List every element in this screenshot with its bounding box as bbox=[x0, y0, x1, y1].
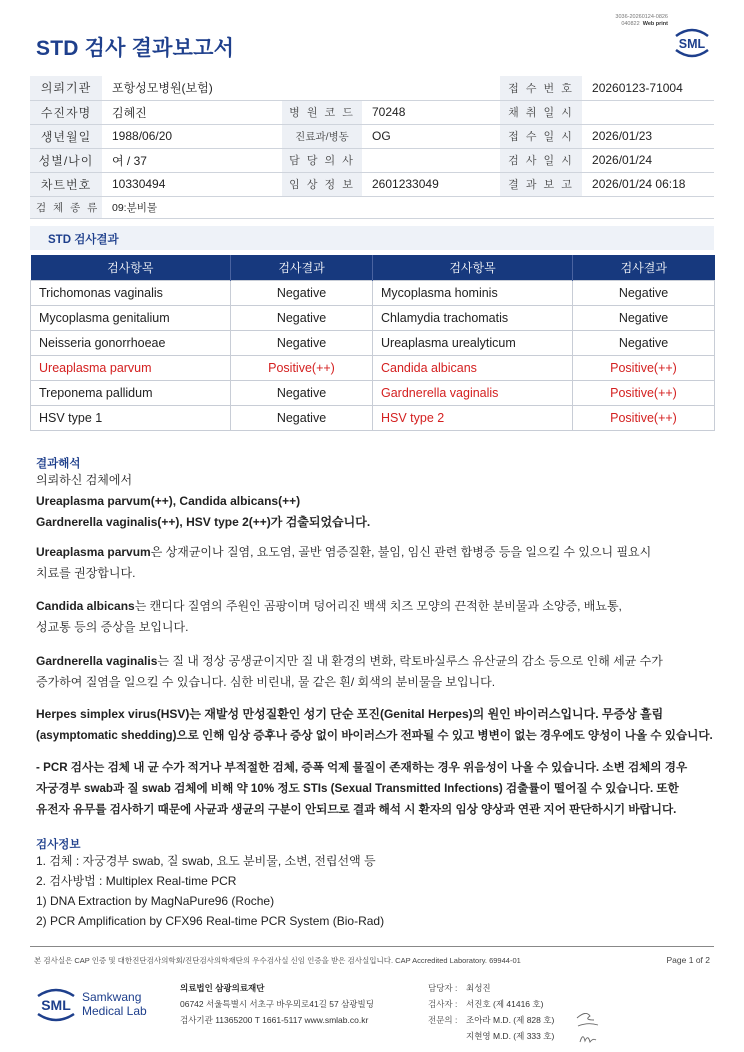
hsv-line-2: (asymptomatic shedding)으로 인해 임상 증후나 증상 없이 바이러스가 전파될 수 있고 병변이 없는 경우에도 양성이 나올 수 있습니다. bbox=[36, 729, 713, 742]
staff-role: 전문의 : bbox=[428, 1015, 458, 1025]
table-row bbox=[31, 380, 715, 405]
ward-code-label: 병 원 코 드 bbox=[282, 100, 362, 124]
receipt-no-value: 20260123-71004 bbox=[582, 76, 714, 100]
sex-age-label: 성별/나이 bbox=[30, 148, 102, 172]
samkwang-logo-mark: SML bbox=[41, 997, 71, 1013]
test-name-positive: HSV type 2 bbox=[373, 405, 573, 430]
test-result-positive: Positive(++) bbox=[573, 355, 715, 380]
test-result: Negative bbox=[231, 305, 373, 330]
results-section-bar bbox=[30, 226, 714, 250]
gardnerella-paragraph bbox=[36, 651, 716, 693]
receipt-no-label: 접 수 번 호 bbox=[500, 76, 582, 100]
staff-name: 서진호 (제 41416 호) bbox=[466, 999, 544, 1009]
samkwang-logo-icon bbox=[36, 984, 166, 1024]
test-info-line: 1. 검체 : 자궁경부 swab, 질 swab, 요도 분비물, 소변, 전립선액 등 bbox=[36, 854, 376, 868]
candida-line-2: 성교통 등의 증상을 보입니다. bbox=[36, 620, 189, 634]
test-result: Negative bbox=[231, 280, 373, 305]
info-row bbox=[30, 196, 714, 218]
candida-paragraph bbox=[36, 596, 716, 638]
interpretation-detected bbox=[36, 470, 716, 533]
results-body bbox=[31, 280, 715, 430]
results-table bbox=[30, 255, 715, 431]
gardnerella-line-2: 증가하여 질염을 일으킬 수 있습니다. 심한 비린내, 물 같은 흰/ 회색의 분비물을 보입니다. bbox=[36, 675, 496, 689]
gardnerella-text: 는 질 내 정상 공생균이지만 질 내 환경의 변화, 락토바실루스 유산균의 감소 등으로 인해 세균 수가 bbox=[157, 654, 663, 668]
report-date-value: 2026/01/24 06:18 bbox=[582, 172, 714, 196]
staff-row bbox=[428, 980, 554, 996]
specimen-label: 검 체 종 류 bbox=[30, 196, 102, 218]
sex-age-value: 여 / 37 bbox=[102, 148, 282, 172]
test-name-positive: Ureaplasma parvum bbox=[31, 355, 231, 380]
request-org-label: 의뢰기관 bbox=[30, 76, 102, 100]
pcr-line-3: 유전자 유무를 검사하기 때문에 사균과 생균의 구분이 안되므로 결과 해석 시 환자의 임상 양상과 연관 지어 판단하시기 바랍니다. bbox=[36, 803, 677, 816]
test-name-positive: Candida albicans bbox=[373, 355, 573, 380]
chart-no-label: 차트번호 bbox=[30, 172, 102, 196]
specimen-value: 09:분비물 bbox=[102, 196, 714, 218]
birth-value: 1988/06/20 bbox=[102, 124, 282, 148]
org-info bbox=[180, 980, 374, 1028]
test-info-line: 2) PCR Amplification by CFX96 Real-time PCR System (Bio-Rad) bbox=[36, 914, 385, 928]
info-row bbox=[30, 76, 714, 100]
test-info-line: 1) DNA Extraction by MagNaPure96 (Roche) bbox=[36, 894, 275, 908]
col-header-item: 검사항목 bbox=[31, 255, 231, 280]
receipt-date-value: 2026/01/23 bbox=[582, 124, 714, 148]
dept-value: OG bbox=[362, 124, 500, 148]
table-row bbox=[31, 405, 715, 430]
ureaplasma-term: Ureaplasma parvum bbox=[36, 545, 151, 559]
ureaplasma-line-2: 치료를 권장합니다. bbox=[36, 566, 136, 580]
web-print-label: Web print bbox=[642, 21, 668, 27]
test-name: Mycoplasma genitalium bbox=[31, 305, 231, 330]
samkwang-logo-name-2: Medical Lab bbox=[82, 1004, 147, 1018]
staff-name: 지현영 M.D. (제 333 호) bbox=[466, 1031, 555, 1041]
info-row bbox=[30, 172, 714, 196]
report-date-label: 결 과 보 고 bbox=[500, 172, 582, 196]
test-result-positive: Positive(++) bbox=[573, 380, 715, 405]
page-number: Page 1 of 2 bbox=[666, 955, 710, 965]
org-contact: 검사기관 11365200 T 1661-5117 www.smlab.co.kr bbox=[180, 1015, 369, 1025]
test-name: Ureaplasma urealyticum bbox=[373, 330, 573, 355]
ward-code-value: 70248 bbox=[362, 100, 500, 124]
test-name-positive: Gardnerella vaginalis bbox=[373, 380, 573, 405]
ureaplasma-paragraph bbox=[36, 542, 716, 584]
dept-label: 진료과/병동 bbox=[282, 124, 362, 148]
detected-line-1: Ureaplasma parvum(++), Candida albicans(++) bbox=[36, 494, 301, 508]
staff-role: 검사자 : bbox=[428, 999, 458, 1009]
test-result: Negative bbox=[573, 280, 715, 305]
cap-notice: 본 검사실은 CAP 인증 및 대한진단검사의학회/진단검사의학재단의 우수검사실 신임 인증을 받은 검사실입니다. CAP Accredited Laboratory. 69944-01 bbox=[34, 956, 521, 965]
test-name: Trichomonas vaginalis bbox=[31, 280, 231, 305]
document-code-line-2 bbox=[560, 21, 668, 28]
test-info-heading: 검사정보 bbox=[36, 839, 81, 851]
staff-row bbox=[428, 1012, 554, 1028]
gardnerella-term: Gardnerella vaginalis bbox=[36, 654, 158, 668]
test-name: HSV type 1 bbox=[31, 405, 231, 430]
document-code-number: 040822 bbox=[621, 21, 640, 27]
document-code-line-1: 3036-20260124-0826 bbox=[615, 14, 668, 20]
test-result: Negative bbox=[573, 305, 715, 330]
pcr-paragraph bbox=[36, 757, 716, 820]
candida-term: Candida albicans bbox=[36, 599, 135, 613]
samkwang-logo bbox=[36, 984, 166, 1029]
gardnerella-line-1 bbox=[36, 651, 716, 672]
interpretation-heading: 결과해석 bbox=[36, 458, 81, 470]
clinical-value: 2601233049 bbox=[362, 172, 500, 196]
test-result: Negative bbox=[231, 405, 373, 430]
test-info-line: 2. 검사방법 : Multiplex Real-time PCR bbox=[36, 874, 237, 888]
test-result: Negative bbox=[231, 380, 373, 405]
table-row bbox=[31, 305, 715, 330]
results-header-row bbox=[31, 255, 715, 280]
hsv-line-1 bbox=[36, 704, 716, 725]
test-result-positive: Positive(++) bbox=[231, 355, 373, 380]
interpretation-intro: 의뢰하신 검체에서 bbox=[36, 473, 133, 487]
staff-name: 최성진 bbox=[466, 983, 491, 993]
col-header-result: 검사결과 bbox=[231, 255, 373, 280]
test-result-positive: Positive(++) bbox=[573, 405, 715, 430]
detected-line-2-suffix: 가 검출되었습니다. bbox=[270, 515, 371, 529]
doctor-label: 담 당 의 사 bbox=[282, 148, 362, 172]
info-row bbox=[30, 124, 714, 148]
info-row bbox=[30, 148, 714, 172]
hsv-text: 는 재발성 만성질환인 성기 단순 포진(Genital Herpes)의 원인 바이러스입니다. 무증상 흘림 bbox=[189, 707, 664, 721]
staff-role: 담당자 : bbox=[428, 983, 458, 993]
col-header-item: 검사항목 bbox=[373, 255, 573, 280]
sml-logo-text: SML bbox=[678, 37, 706, 51]
document-code bbox=[560, 14, 668, 28]
receipt-date-label: 접 수 일 시 bbox=[500, 124, 582, 148]
staff-info bbox=[428, 980, 554, 1044]
footer-divider bbox=[30, 946, 714, 947]
info-row bbox=[30, 100, 714, 124]
page-title: STD 검사 결과보고서 bbox=[36, 37, 235, 60]
test-name: Mycoplasma hominis bbox=[373, 280, 573, 305]
test-name: Chlamydia trachomatis bbox=[373, 305, 573, 330]
col-header-result: 검사결과 bbox=[573, 255, 715, 280]
test-name: Treponema pallidum bbox=[31, 380, 231, 405]
candida-line-1 bbox=[36, 596, 716, 617]
detected-line-2-organisms: Gardnerella vaginalis(++), HSV type 2(++) bbox=[36, 515, 271, 529]
ureaplasma-line-1 bbox=[36, 542, 716, 563]
table-row bbox=[31, 280, 715, 305]
test-name: Neisseria gonorrhoeae bbox=[31, 330, 231, 355]
signature-icon bbox=[574, 1008, 604, 1048]
org-address: 06742 서울특별시 서초구 바우뫼로41길 57 삼광빌딩 bbox=[180, 999, 374, 1009]
request-org-value: 포항성모병원(보험) bbox=[102, 76, 500, 100]
staff-row bbox=[428, 1028, 554, 1044]
test-date-label: 검 사 일 시 bbox=[500, 148, 582, 172]
detected-line-2 bbox=[36, 512, 716, 533]
chart-no-value: 10330494 bbox=[102, 172, 282, 196]
patient-info-table bbox=[30, 76, 714, 219]
hsv-paragraph bbox=[36, 704, 716, 746]
collect-date-value bbox=[582, 100, 714, 124]
test-result: Negative bbox=[231, 330, 373, 355]
results-section-title: STD 검사결과 bbox=[48, 234, 119, 246]
pcr-line-2: 자궁경부 swab과 질 swab 검체에 비해 약 10% 정도 STIs (Sexual Transmitted Infections) 검출률이 떨어질 수 있습니다. 또한 bbox=[36, 782, 679, 795]
birth-label: 생년월일 bbox=[30, 124, 102, 148]
patient-label: 수진자명 bbox=[30, 100, 102, 124]
test-info-list bbox=[36, 851, 716, 931]
ureaplasma-text: 은 상재균이나 질염, 요도염, 골반 염증질환, 불임, 임신 관련 합병증 등을 일으킬 수 있으니 필요시 bbox=[150, 545, 652, 559]
org-name: 의료법인 삼광의료재단 bbox=[180, 983, 265, 993]
sml-logo-icon bbox=[671, 26, 713, 60]
staff-name: 조아라 M.D. (제 828 호) bbox=[466, 1015, 555, 1025]
staff-row bbox=[428, 996, 554, 1012]
table-row bbox=[31, 330, 715, 355]
patient-value: 김혜진 bbox=[102, 100, 282, 124]
table-row bbox=[31, 355, 715, 380]
hsv-term: Herpes simplex virus(HSV) bbox=[36, 707, 190, 721]
sml-logo bbox=[671, 26, 713, 65]
test-date-value: 2026/01/24 bbox=[582, 148, 714, 172]
candida-text: 는 캔디다 질염의 주원인 곰팡이며 덩어리진 백색 치즈 모양의 끈적한 분비물과 소양증, 배뇨통, bbox=[134, 599, 622, 613]
test-result: Negative bbox=[573, 330, 715, 355]
doctor-value bbox=[362, 148, 500, 172]
clinical-label: 임 상 정 보 bbox=[282, 172, 362, 196]
samkwang-logo-name-1: Samkwang bbox=[82, 990, 142, 1004]
pcr-line-1: - PCR 검사는 검체 내 균 수가 적거나 부적절한 검체, 증폭 억제 물질이 존재하는 경우 위음성이 나올 수 있습니다. 소변 검체의 경우 bbox=[36, 761, 688, 774]
collect-date-label: 채 취 일 시 bbox=[500, 100, 582, 124]
